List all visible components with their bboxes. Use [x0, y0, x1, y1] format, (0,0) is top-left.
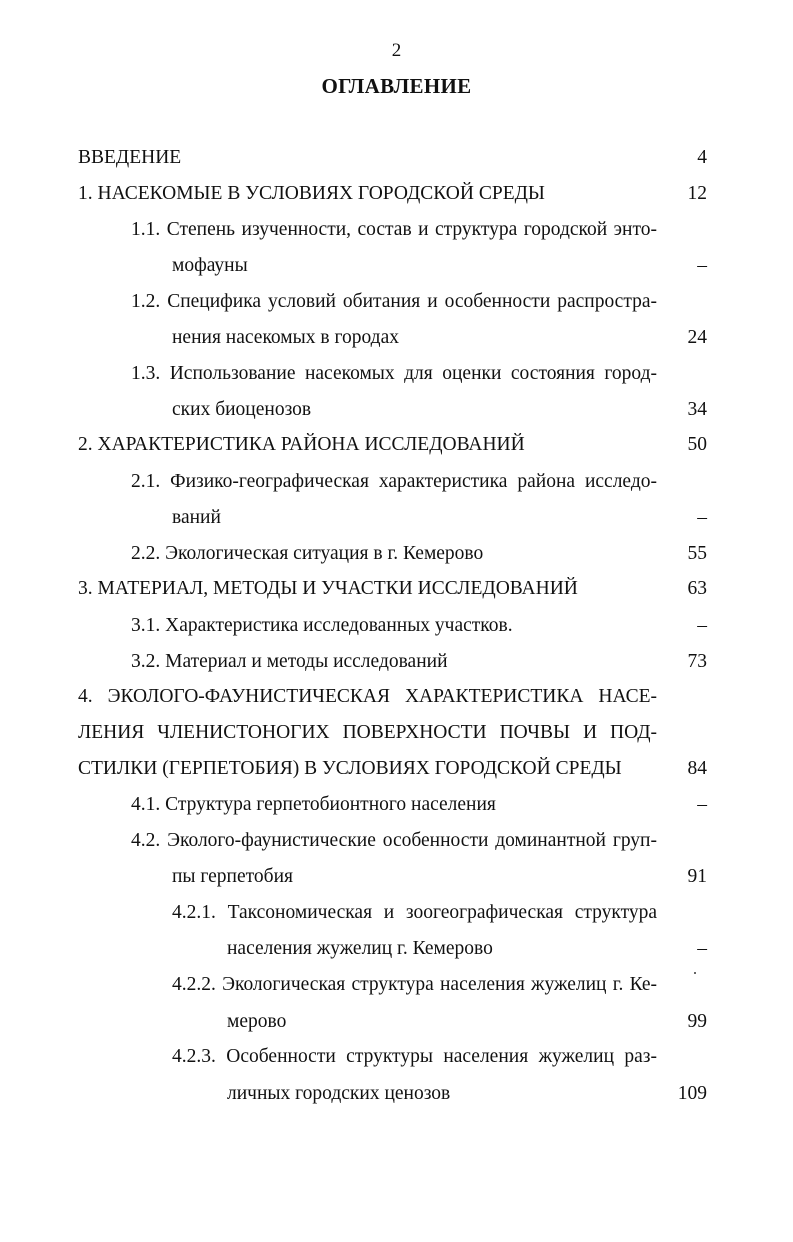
toc-page-number: –	[697, 794, 707, 815]
toc-chapter-4: 4. ЭКОЛОГО-ФАУНИСТИЧЕСКАЯ ХАРАКТЕРИСТИКА НАСЕ-	[78, 686, 657, 707]
toc-page-number: 73	[687, 651, 707, 672]
toc-subsection-4-2-2: 4.2.2. Экологическая структура населения жужелиц г. Ке-	[172, 974, 657, 995]
toc-section-3-1: 3.1. Характеристика исследованных участков.	[131, 615, 513, 636]
toc-section-2-1-cont: ваний	[172, 507, 221, 528]
toc-chapter-3: 3. МАТЕРИАЛ, МЕТОДЫ И УЧАСТКИ ИССЛЕДОВАНИЙ	[78, 578, 578, 599]
toc-section-1-1: 1.1. Степень изученности, состав и структура городской энто-	[131, 219, 657, 240]
toc-section-3-2: 3.2. Материал и методы исследований	[131, 651, 448, 672]
toc-page-number: –	[697, 255, 707, 276]
toc-subsection-4-2-1-cont: населения жужелиц г. Кемерово	[227, 938, 493, 959]
page-number: 2	[391, 40, 402, 61]
toc-section-4-2: 4.2. Эколого-фаунистические особенности доминантной груп-	[131, 830, 657, 851]
toc-page-number: 84	[687, 758, 707, 779]
toc-chapter-4-cont: ЛЕНИЯ ЧЛЕНИСТОНОГИХ ПОВЕРХНОСТИ ПОЧВЫ И ПОД-	[78, 722, 657, 743]
toc-section-1-3: 1.3. Использование насекомых для оценки состояния город-	[131, 363, 657, 384]
toc-section-2-1: 2.1. Физико-географическая характеристика района исследо-	[131, 471, 657, 492]
toc-subsection-4-2-3-cont: личных городских ценозов	[227, 1083, 451, 1104]
toc-page-number: 24	[687, 327, 707, 348]
page-title: ОГЛАВЛЕНИЕ	[321, 74, 472, 98]
toc-page-number: 55	[687, 543, 707, 564]
toc-entry-introduction: ВВЕДЕНИЕ	[78, 147, 182, 168]
toc-page-number: 109	[677, 1083, 707, 1104]
toc-section-2-2: 2.2. Экологическая ситуация в г. Кемерово	[131, 543, 484, 564]
toc-section-1-2: 1.2. Специфика условий обитания и особенности распростра-	[131, 291, 657, 312]
toc-page-number: 91	[687, 866, 707, 887]
toc-section-1-1-cont: мофауны	[172, 255, 248, 276]
toc-page-number: –	[697, 507, 707, 528]
toc-page-number: –	[697, 615, 707, 636]
toc-section-1-2-cont: нения насекомых в городах	[172, 327, 399, 348]
toc-page-number: 12	[687, 183, 707, 204]
toc-subsection-4-2-3: 4.2.3. Особенности структуры населения жужелиц раз-	[172, 1046, 657, 1067]
toc-section-4-1: 4.1. Структура герпетобионтного населения	[131, 794, 496, 815]
toc-section-1-3-cont: ских биоценозов	[172, 399, 312, 420]
toc-section-4-2-cont: пы герпетобия	[172, 866, 293, 887]
toc-chapter-1: 1. НАСЕКОМЫЕ В УСЛОВИЯХ ГОРОДСКОЙ СРЕДЫ	[78, 183, 545, 204]
toc-page-number: 4	[697, 147, 707, 168]
toc-chapter-4-cont: СТИЛКИ (ГЕРПЕТОБИЯ) В УСЛОВИЯХ ГОРОДСКОЙ СРЕДЫ	[78, 758, 622, 779]
toc-page-number: 50	[687, 434, 707, 455]
toc-page-number: 34	[687, 399, 707, 420]
toc-page-number: 63	[687, 578, 707, 599]
toc-page-number: 99	[687, 1011, 707, 1032]
toc-subsection-4-2-2-cont: мерово	[227, 1011, 287, 1032]
toc-chapter-2: 2. ХАРАКТЕРИСТИКА РАЙОНА ИССЛЕДОВАНИЙ	[78, 434, 525, 455]
toc-subsection-4-2-1: 4.2.1. Таксономическая и зоогеографическая структура	[172, 902, 657, 923]
scan-speck	[694, 972, 696, 974]
toc-page-number: –	[697, 938, 707, 959]
